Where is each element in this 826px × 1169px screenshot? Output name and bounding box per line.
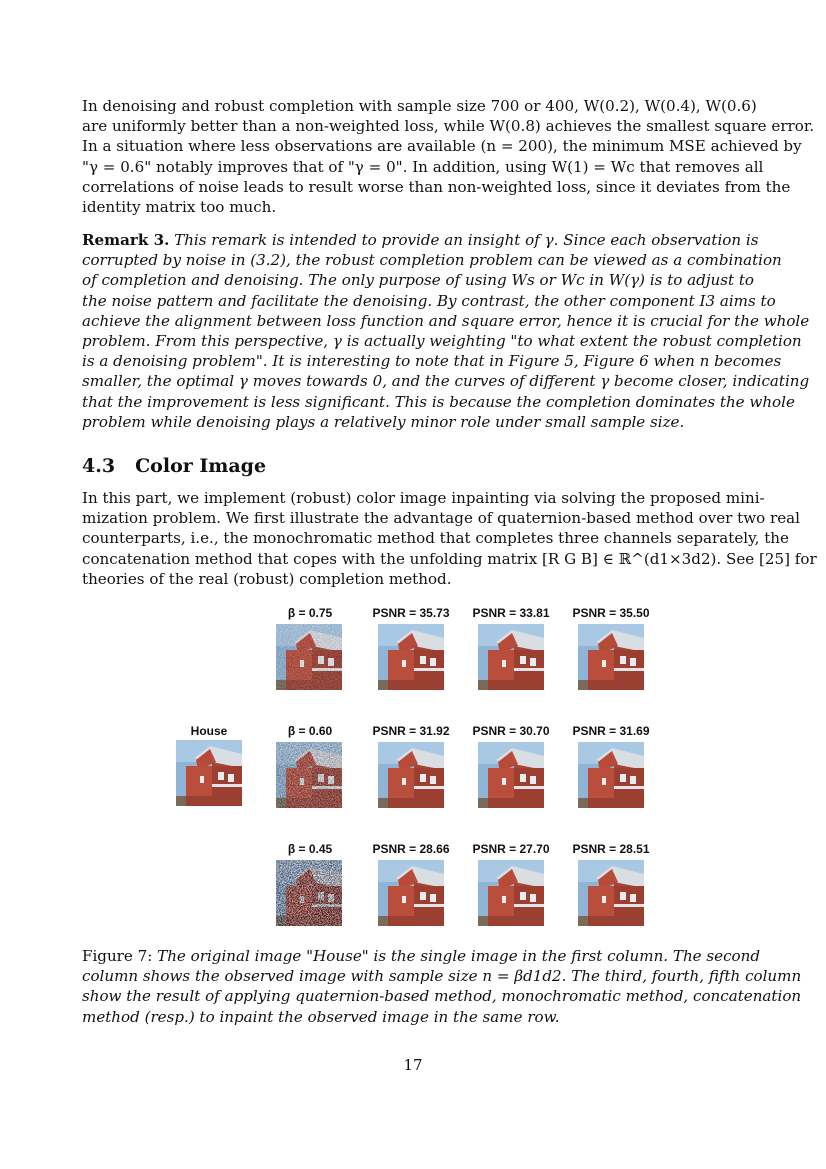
p2-line-5: theories of the real (robust) completion method. (82, 569, 452, 587)
p1-line-4: "γ = 0.6" notably improves that of "γ = 0". In addition, using W(1) = Wc that removes all (82, 157, 764, 176)
result-image-row-2-concatenation (578, 742, 644, 808)
result-image-row-3-monochromatic (478, 860, 544, 926)
psnr-row-2-concatenation: PSNR = 31.69 (572, 724, 650, 738)
p2-line-3: counterparts, i.e., the monochromatic method that completes three channels separately, the (82, 529, 789, 548)
remark-line-5: achieve the alignment between loss function and square error, hence it is crucial for the whole (82, 311, 810, 330)
psnr-row-3-concatenation: PSNR = 28.51 (572, 842, 650, 856)
result-image-row-1-concatenation (578, 624, 644, 690)
p1-line-5: correlations of noise leads to result worse than non-weighted loss, since it deviates from the (82, 177, 791, 196)
caption-line-1-text: The original image "House" is the single image in the first column. The second (157, 947, 761, 965)
p2-line-1: In this part, we implement (robust) color image inpainting via solving the proposed mini- (82, 489, 765, 507)
psnr-row-1-monochromatic: PSNR = 33.81 (472, 606, 550, 620)
psnr-row-2-monochromatic: PSNR = 30.70 (472, 724, 550, 738)
psnr-row-3-quaternion: PSNR = 28.66 (372, 842, 450, 856)
original-image (176, 740, 242, 806)
psnr-row-2-quaternion: PSNR = 31.92 (372, 724, 450, 738)
remark-line-1-text: This remark is intended to provide an insight of γ. Since each observation is (174, 231, 759, 249)
paragraph-2 (82, 488, 817, 587)
beta-label-row-3: β = 0.45 (287, 842, 333, 856)
remark-line-6: problem. From this perspective, γ is actually weighting "to what extent the robust completion (82, 332, 802, 351)
p1-line-1: In denoising and robust completion with sample size 700 or 400, W(0.2), W(0.4), W(0.6) (82, 97, 757, 115)
psnr-row-1-quaternion: PSNR = 35.73 (372, 606, 450, 620)
psnr-row-1-concatenation: PSNR = 35.50 (572, 606, 650, 620)
result-image-row-1-quaternion (378, 624, 444, 690)
caption-line-3: show the result of applying quaternion-based method, monochromatic method, concatenation (82, 987, 802, 1006)
remark-line-3: of completion and denoising. The only purpose of using Ws or Wc in W(γ) is to adjust to (82, 271, 754, 290)
remark-line-7: is a denoising problem". It is interesting to note that in Figure 5, Figure 6 when n becomes (82, 352, 782, 371)
section-number: 4.3 (82, 455, 116, 477)
remark-line-4: the noise pattern and facilitate the denoising. By contrast, the other component I3 aims to (82, 291, 776, 310)
p2-line-4: concatenation method that copes with the unfolding matrix [R G B] ∈ ℝ^(d1×3d2). See [25] for (82, 549, 817, 568)
caption-label: Figure 7: (82, 947, 153, 965)
beta-label-row-2: β = 0.60 (287, 724, 333, 738)
remark-line-2: corrupted by noise in (3.2), the robust completion problem can be viewed as a combination (82, 251, 782, 270)
caption-line-4: method (resp.) to inpaint the observed image in the same row. (82, 1007, 560, 1026)
section-title: Color Image (135, 455, 267, 477)
result-image-row-3-quaternion (378, 860, 444, 926)
result-image-row-3-concatenation (578, 860, 644, 926)
figure-caption (82, 946, 802, 1027)
remark-label: Remark 3. (82, 231, 170, 249)
p1-line-3: In a situation where less observations are available (n = 200), the minimum MSE achieved by (82, 137, 802, 156)
remark-line-8: smaller, the optimal γ moves towards 0, and the curves of different γ become closer, indicating (82, 372, 810, 391)
observed-image-row-1 (276, 624, 342, 690)
result-image-row-1-monochromatic (478, 624, 544, 690)
beta-label-row-1: β = 0.75 (287, 606, 333, 620)
p1-line-2: are uniformly better than a non-weighted loss, while W(0.8) achieves the smallest square error. (82, 117, 815, 136)
caption-line-2: column shows the observed image with sample size n = βd1d2. The third, fourth, fifth column (82, 967, 802, 986)
result-image-row-2-monochromatic (478, 742, 544, 808)
page-number: 17 (403, 1056, 423, 1074)
original-label: House (190, 724, 228, 738)
caption-line-1 (82, 946, 761, 966)
observed-image-row-3 (276, 860, 342, 926)
result-image-row-2-quaternion (378, 742, 444, 808)
remark-line-9: that the improvement is less significant. This is because the completion dominates the whole (82, 392, 795, 411)
observed-image-row-2 (276, 742, 342, 808)
p1-line-6: identity matrix too much. (82, 198, 277, 217)
psnr-row-3-monochromatic: PSNR = 27.70 (472, 842, 550, 856)
p2-line-2: mization problem. We first illustrate the advantage of quaternion-based method over two real (82, 509, 800, 528)
remark-line-10: problem while denoising plays a relatively minor role under small sample size. (82, 412, 685, 431)
